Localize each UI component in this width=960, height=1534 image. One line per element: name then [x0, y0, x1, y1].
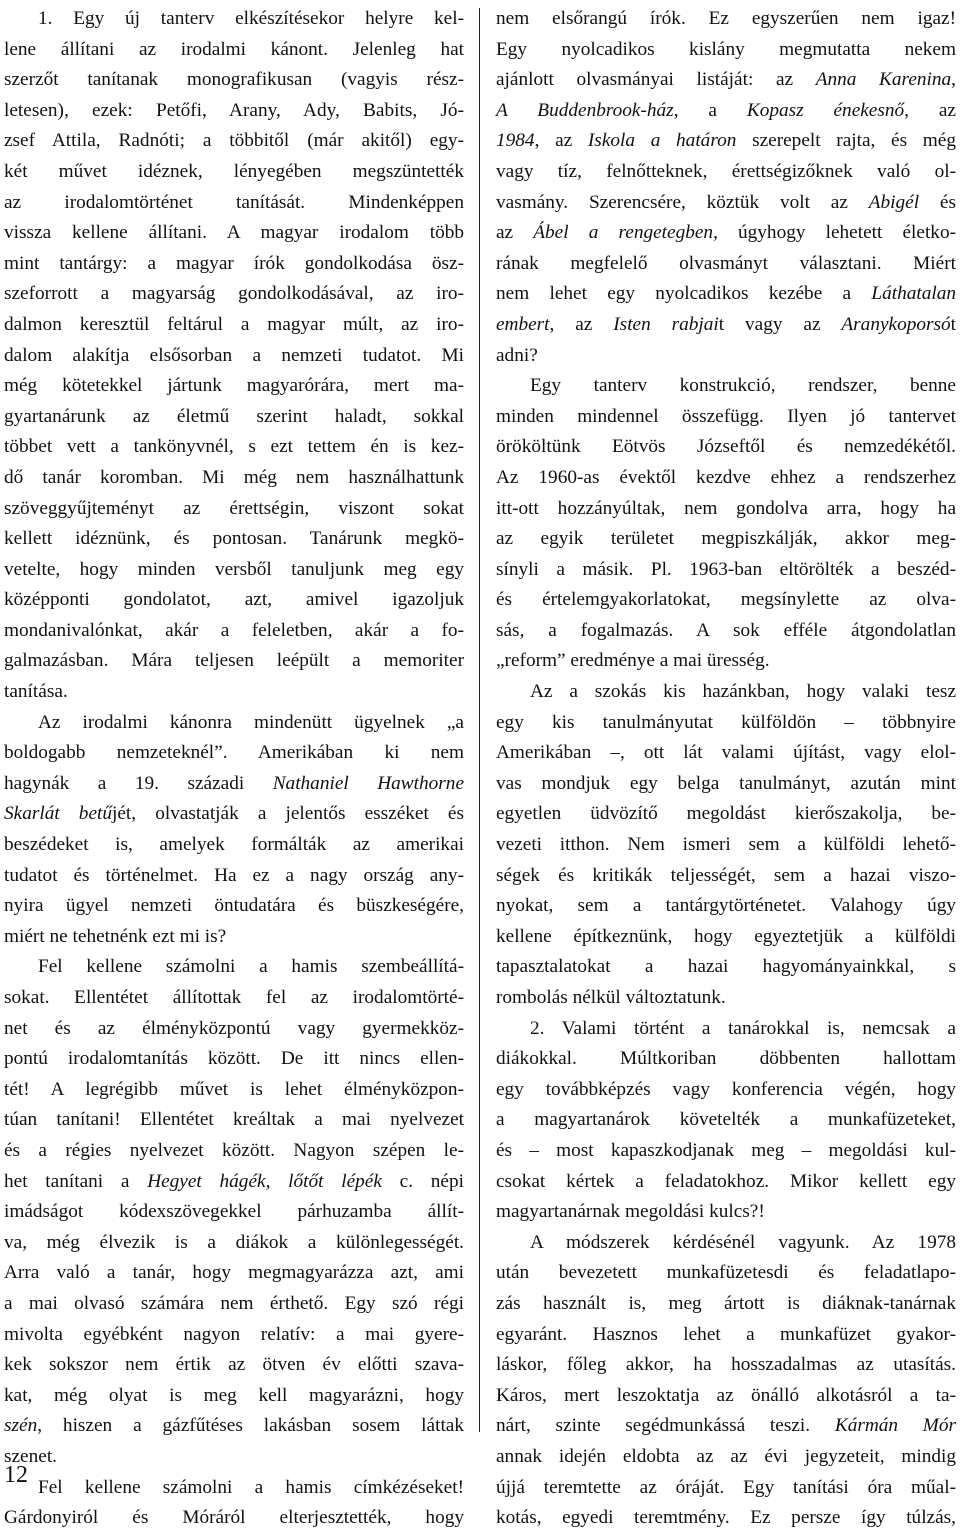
text-line — [4, 524, 464, 555]
text-segment: imádságot kódexszövegekkel párhuzamba állít- — [4, 1201, 464, 1223]
text-segment: minden mindennel összefügg. Ilyen jó tantervet — [496, 405, 956, 427]
italic-title: Hegyet hágék, lőtőt lépék — [147, 1170, 382, 1192]
text-line — [496, 1197, 956, 1228]
text-line — [496, 1167, 956, 1198]
text-line — [4, 218, 464, 249]
text-line — [496, 463, 956, 494]
text-segment: az egyik területet megpiszkálják, akkor meg- — [496, 528, 956, 550]
text-line — [4, 616, 464, 647]
column-divider — [479, 8, 480, 1432]
text-segment: Egy nyolcadikos kislány megmutatta nekem — [496, 38, 956, 60]
text-line — [496, 1381, 956, 1412]
text-segment: vas mondjuk egy belga tanulmányt, azután mint — [496, 772, 956, 794]
text-line — [4, 1105, 464, 1136]
text-line — [4, 1075, 464, 1106]
text-segment: vetelte, hogy minden versből tanuljunk meg egy — [4, 558, 464, 580]
text-segment: beszédeket is, amelyek formálták az amerikai — [4, 834, 464, 856]
text-segment: többet vett a tankönyvnél, s ezt tettem én is kez- — [4, 436, 464, 458]
text-line — [4, 555, 464, 586]
text-segment: letesen), ezek: Petőfi, Arany, Ady, Babits, Jó- — [4, 99, 464, 121]
text-segment: , az — [904, 99, 956, 121]
text-line — [4, 983, 464, 1014]
text-segment: újjá teremtette az óráját. Egy tanítási óra műal- — [496, 1476, 956, 1498]
text-segment: ségek és kritikák teljességét, sem a hazai viszo- — [496, 864, 956, 886]
text-segment: 1. Egy új tanterv elkészítésekor helyre kel- — [38, 8, 464, 29]
text-line — [4, 585, 464, 616]
text-line — [496, 1473, 956, 1504]
text-segment: magyartanárnak megoldási kulcs?! — [496, 1201, 765, 1223]
text-line — [4, 1044, 464, 1075]
text-segment: rombolás nélkül változtatunk. — [496, 987, 726, 1008]
text-segment: , úgyhogy lehetett életko- — [713, 222, 957, 244]
text-segment: egyetlen üdvözítő megoldást kierőszakolja, be- — [496, 803, 956, 825]
text-line — [4, 1197, 464, 1228]
text-segment: galmazásban. Mára teljesen leépült a memoriter — [4, 650, 464, 672]
text-line — [4, 891, 464, 922]
text-line — [496, 188, 956, 219]
italic-title: Ábel a rengetegben — [533, 222, 714, 244]
text-line — [496, 35, 956, 66]
text-line — [4, 1167, 464, 1198]
text-segment: c. népi — [381, 1170, 464, 1192]
text-segment: Amerikában –, ott lát valami újítást, vagy elol- — [496, 742, 956, 764]
italic-title: szén — [4, 1415, 38, 1437]
text-line — [4, 310, 464, 341]
text-line — [4, 952, 464, 983]
text-segment: het tanítani a — [4, 1170, 148, 1192]
text-segment: kek sokszor nem értik az ötven év előtti szava- — [4, 1354, 464, 1376]
text-line — [496, 646, 956, 677]
text-line — [4, 4, 464, 35]
text-segment: Egy tanterv konstrukció, rendszer, benne — [530, 375, 956, 397]
italic-title: Anna Karenina — [815, 69, 952, 91]
text-line — [496, 249, 956, 280]
text-segment: tapasztalatokat a hazai hagyományainkkal, s — [496, 956, 956, 978]
text-segment: Arra való a tanár, hogy megmagyarázza azt, ami — [4, 1262, 464, 1284]
text-segment: vissza kellene állítani. A magyar irodalom több — [4, 222, 464, 244]
text-line — [4, 1320, 464, 1351]
text-line — [496, 1503, 956, 1534]
page-number: 12 — [4, 1462, 28, 1488]
text-line — [496, 65, 956, 96]
text-segment: kellett idéznünk, és pontosan. Tanárunk megkö- — [4, 528, 464, 550]
text-segment: nem elsőrangú írók. Ez egyszerűen nem igaz! — [496, 8, 956, 29]
text-segment: A módszerek kérdésénél vagyunk. Az 1978 — [530, 1231, 956, 1253]
text-segment: és értelemgyakorlatokat, megsínylette az olva- — [496, 589, 956, 611]
text-segment: , az — [549, 313, 614, 335]
text-line — [4, 1289, 464, 1320]
text-segment: csokat kértek a feladatokhoz. Mikor kellett egy — [496, 1170, 956, 1192]
italic-title: Kopasz énekesnő — [746, 99, 905, 121]
text-line — [496, 983, 956, 1014]
text-segment: mivolta egyébként nagyon relatív: a mai gyere- — [4, 1323, 464, 1345]
text-line — [496, 616, 956, 647]
text-line — [4, 1350, 464, 1381]
text-segment: és – most kapaszkodjanak meg – megoldási kul- — [496, 1139, 956, 1161]
italic-title: Aranykoporsó — [841, 313, 951, 335]
text-line — [4, 708, 464, 739]
text-segment: egyaránt. Hasznos lehet a munkafüzet gyakor- — [496, 1323, 956, 1345]
text-segment: boldogabb nemzeteknél”. Amerikában ki nem — [4, 742, 464, 764]
text-segment: Az a szokás kis hazánkban, hogy valaki tesz — [530, 681, 956, 703]
text-line — [496, 494, 956, 525]
text-segment: adni? — [496, 344, 538, 366]
text-segment: Káros, mert leszoktatja az önálló alkotásról a ta- — [496, 1384, 956, 1406]
text-segment: szerepelt rajta, és még — [736, 130, 957, 152]
text-segment: vagy tíz, felnőtteknek, érettségizőknek való ol- — [496, 160, 956, 182]
text-line — [4, 1228, 464, 1259]
text-segment: dő tanár koromban. Mi még nem használhattunk — [4, 466, 464, 488]
text-segment: és a régies nyelvezet között. Nagyon szépen le- — [4, 1139, 464, 1161]
text-segment: középponti gondolatot, azt, amivel igazoljuk — [4, 589, 464, 611]
text-line — [496, 1350, 956, 1381]
text-line — [496, 341, 956, 372]
text-line — [496, 402, 956, 433]
text-segment: vasmány. Szerencsére, köztük volt az — [496, 191, 869, 213]
text-line — [496, 1320, 956, 1351]
text-line — [4, 799, 464, 830]
text-line — [496, 830, 956, 861]
text-segment: itt-ott hozzányúltak, nem gondolva arra, hogy ha — [496, 497, 956, 519]
italic-title: Isten rabjai — [613, 313, 719, 335]
text-line — [4, 157, 464, 188]
left-column — [4, 4, 464, 1534]
text-line — [4, 65, 464, 96]
text-segment: t — [950, 313, 956, 335]
text-line — [496, 1258, 956, 1289]
text-line — [4, 188, 464, 219]
text-segment: tét! A legrégibb művet is lehet élményközpon- — [4, 1078, 464, 1100]
text-segment: mint tantárgy: a magyar írók gondolkodása ösz- — [4, 252, 464, 274]
text-segment: örököltünk Eötvös Józseftől és nemzedékétől. — [496, 436, 956, 458]
text-line — [496, 1228, 956, 1259]
text-segment: szöveggyűjteményt az érettségin, viszont sokat — [4, 497, 464, 519]
text-segment: két művet idéznek, lényegében megszüntették — [4, 160, 464, 182]
text-line — [4, 1014, 464, 1045]
text-segment: Gárdonyiról és Móráról elterjesztették, hogy — [4, 1507, 464, 1529]
text-line — [4, 432, 464, 463]
text-segment: nárt, szinte segédmunkássá teszi. — [496, 1415, 835, 1437]
text-segment: diákokkal. Múltkoriban döbbenten hallottam — [496, 1048, 956, 1070]
text-line — [4, 1442, 464, 1473]
text-segment: rának megfelelő olvasmányt választani. Miért — [496, 252, 956, 274]
text-line — [4, 1381, 464, 1412]
text-line — [496, 738, 956, 769]
text-segment: mondanivalónkat, akár a feleletben, akár a fo- — [4, 619, 464, 641]
text-segment: dalom alakítja elsősorban a nemzeti tudatot. Mi — [4, 344, 464, 366]
text-line — [496, 524, 956, 555]
text-line — [4, 463, 464, 494]
text-line — [4, 126, 464, 157]
text-segment: hagynák a 19. századi — [4, 772, 273, 794]
text-segment: tudatot és történelmet. Ha ez a nagy ország any- — [4, 864, 464, 886]
text-line — [4, 861, 464, 892]
text-line — [4, 1411, 464, 1442]
text-line — [496, 1289, 956, 1320]
italic-title: Iskola a határon — [587, 130, 737, 152]
text-segment: és — [919, 191, 956, 213]
text-line — [4, 96, 464, 127]
text-segment: az — [496, 222, 534, 244]
text-line — [4, 738, 464, 769]
text-segment: láskor, főleg akkor, ha hosszadalmas az utasítás. — [496, 1354, 956, 1376]
text-segment: az irodalomtörténet tanítását. Mindenképpen — [4, 191, 464, 213]
text-line — [496, 799, 956, 830]
italic-title: embert — [496, 313, 550, 335]
text-line — [496, 677, 956, 708]
text-segment: , — [951, 69, 956, 91]
text-segment: dalmon keresztül feltárul a magyar múlt, az iro- — [4, 313, 464, 335]
text-line — [4, 677, 464, 708]
text-line — [496, 555, 956, 586]
text-line — [4, 922, 464, 953]
text-line — [496, 1105, 956, 1136]
text-segment: sás, a fogalmazás. A sok efféle átgondolatlan — [496, 619, 956, 641]
text-segment: nyira ügyel nemzeti öntudatára és büszkeségére, — [4, 895, 464, 917]
text-line — [496, 371, 956, 402]
italic-title: Skarlát betű — [4, 803, 113, 825]
text-segment: sínyli a másik. Pl. 1963-ban eltörölték a beszéd- — [496, 558, 956, 580]
right-column — [496, 4, 956, 1534]
text-segment: Fel kellene számolni a hamis címkézéseket! — [38, 1476, 464, 1498]
text-line — [4, 1473, 464, 1504]
italic-title: 1984 — [496, 130, 535, 152]
text-segment: egy kis tanulmányutat külföldön – többnyire — [496, 711, 956, 733]
text-segment: va, még élvezik is a diákok a különlegességét. — [4, 1231, 464, 1253]
text-segment: 2. Valami történt a tanárokkal is, nemcsak a — [530, 1017, 956, 1039]
text-line — [4, 35, 464, 66]
text-line — [496, 96, 956, 127]
text-line — [4, 249, 464, 280]
text-line — [4, 371, 464, 402]
text-line — [496, 1075, 956, 1106]
text-line — [4, 646, 464, 677]
text-line — [496, 1044, 956, 1075]
italic-title: A Buddenbrook-ház — [496, 99, 674, 121]
text-segment: szenet. — [4, 1445, 57, 1467]
text-segment: kellene építkeznünk, hogy egyeztetjük a külföldi — [496, 925, 956, 947]
text-segment: Fel kellene számolni a hamis szembeállítá- — [38, 956, 464, 978]
text-line — [496, 708, 956, 739]
text-segment: zás használt is, meg ártott is diáknak-tanárnak — [496, 1292, 956, 1314]
text-line — [4, 830, 464, 861]
text-segment: a mai olvasó számára nem érthető. Egy szó régi — [4, 1292, 464, 1314]
text-segment: kat, még olyat is meg kell magyarázni, hogy — [4, 1384, 464, 1406]
text-segment: egy továbbképzés vagy konferencia végén, hogy — [496, 1078, 956, 1100]
text-line — [496, 432, 956, 463]
text-segment: túan tanítani! Ellentétet kreáltak a mai nyelvezet — [4, 1109, 464, 1131]
text-segment: net és az élményközpontú vagy gyermekköz- — [4, 1017, 464, 1039]
text-line — [496, 861, 956, 892]
italic-title: Nathaniel Hawthorne — [272, 772, 464, 794]
text-line — [496, 157, 956, 188]
text-segment: ajánlott olvasmányai listáját: az — [496, 69, 816, 91]
text-line — [4, 1136, 464, 1167]
text-segment: , a — [673, 99, 747, 121]
text-segment: zsef Attila, Radnóti; a többitől (már akitől) egy- — [4, 130, 464, 152]
text-segment: „reform” eredménye a mai üresség. — [496, 650, 770, 672]
text-segment: a magyartanárok követelték a munkafüzeteket, — [496, 1109, 956, 1131]
text-segment: nem lehet egy nyolcadikos kezébe a — [496, 283, 872, 305]
text-line — [496, 769, 956, 800]
text-line — [4, 1258, 464, 1289]
text-segment: , az — [534, 130, 588, 152]
text-segment: szerzőt tanítanak monografikusan (vagyis rész- — [4, 69, 464, 91]
text-line — [496, 279, 956, 310]
text-line — [4, 341, 464, 372]
text-segment: tanítása. — [4, 681, 68, 703]
text-line — [4, 769, 464, 800]
text-line — [496, 126, 956, 157]
text-line — [496, 1014, 956, 1045]
text-line — [496, 310, 956, 341]
text-segment: Az 1960-as évektől kezdve ehhez a rendszerhez — [496, 466, 956, 488]
text-line — [4, 279, 464, 310]
text-line — [4, 1503, 464, 1534]
italic-title: Láthatalan — [871, 283, 956, 305]
text-line — [496, 4, 956, 35]
text-segment: t vagy az — [718, 313, 842, 335]
text-segment: nyokat, sem a tantárgytörténetet. Valahogy úgy — [496, 895, 956, 917]
text-line — [496, 891, 956, 922]
text-segment: Az irodalmi kánonra mindenütt ügyelnek „a — [38, 711, 464, 733]
text-line — [496, 218, 956, 249]
text-segment: lene állítani az irodalmi kánont. Jelenleg hat — [4, 38, 464, 60]
text-segment: sokat. Ellentétet állítottak fel az irodalomtörté- — [4, 987, 464, 1008]
text-line — [4, 494, 464, 525]
text-segment: vezeti itthon. Nem ismeri sem a külföldi lehető- — [496, 834, 956, 856]
text-segment: gyartanárunk az életmű szerint haladt, sokkal — [4, 405, 464, 427]
text-segment: még kötetekkel jártunk magyarórára, mert ma- — [4, 375, 464, 397]
italic-title: Abigél — [868, 191, 920, 213]
text-segment: szeforrott a magyarság gondolkodásával, az iro- — [4, 283, 464, 305]
text-segment: jét, olvastatják a jelentős esszéket és — [112, 803, 464, 825]
text-segment: kotás, egyedi teremtmény. Ez persze így túlzás, — [496, 1507, 956, 1529]
text-segment: annak idején eldobta az az évi jegyzeteit, mindig — [496, 1445, 956, 1467]
italic-title: Kármán Mór — [834, 1415, 956, 1437]
text-segment: , hiszen a gázfűtéses lakásban sosem láttak — [37, 1415, 464, 1437]
text-line — [496, 585, 956, 616]
text-line — [496, 922, 956, 953]
text-line — [496, 1136, 956, 1167]
text-segment: után bevezetett munkafüzetesdi és feladatlapo- — [496, 1262, 956, 1284]
text-segment: miért ne tehetnénk ezt mi is? — [4, 925, 227, 947]
text-line — [496, 952, 956, 983]
text-line — [496, 1411, 956, 1442]
text-line — [4, 402, 464, 433]
text-segment: pontú irodalomtanítás között. De itt nincs ellen- — [4, 1048, 464, 1070]
text-line — [496, 1442, 956, 1473]
